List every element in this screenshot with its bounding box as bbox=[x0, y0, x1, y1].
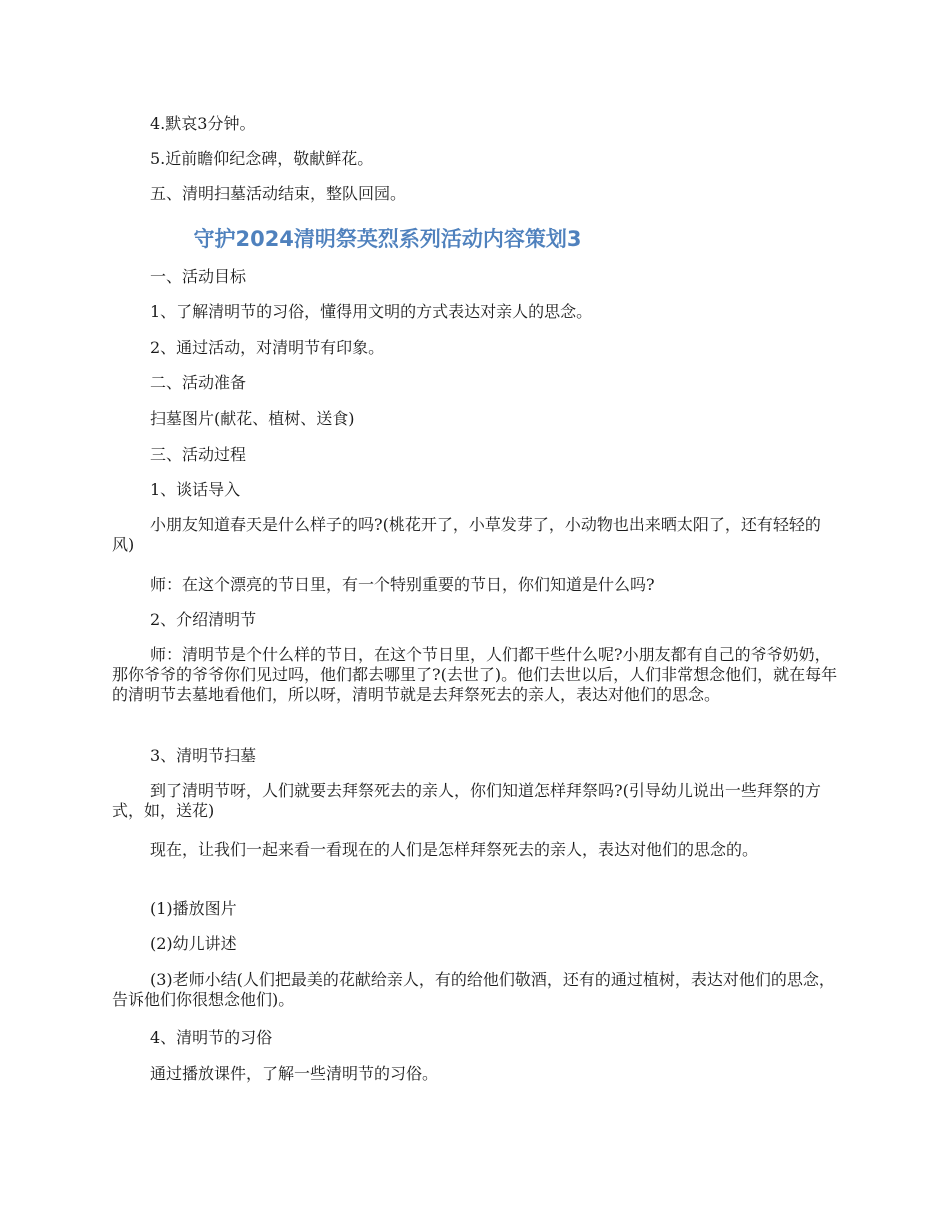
paragraph: 师：清明节是个什么样的节日，在这个节日里，人们都干些什么呢?小朋友都有自己的爷爷奶奶，那你爷爷的爷爷你们见过吗，他们都去哪里了?(去世了)。他们去世以后，人们非常想念他们，就在每年的清明节去墓地看他们，所以呀，清明节就是去拜祭死去的亲人，表达对他们的思念。 bbox=[112, 645, 838, 704]
paragraph: 现在，让我们一起来看一看现在的人们是怎样拜祭死去的亲人，表达对他们的思念的。 bbox=[150, 840, 759, 859]
paragraph: 4.默哀3分钟。 bbox=[150, 114, 256, 133]
paragraph: 小朋友知道春天是什么样子的吗?(桃花开了，小草发芽了，小动物也出来晒太阳了，还有轻轻的风) bbox=[112, 515, 821, 554]
paragraph: 三、活动过程 bbox=[150, 445, 247, 464]
section-heading: 守护2024清明祭英烈系列活动内容策划3 bbox=[193, 227, 582, 251]
paragraph: 通过播放课件，了解一些清明节的习俗。 bbox=[150, 1064, 439, 1083]
paragraph: 到了清明节呀，人们就要去拜祭死去的亲人，你们知道怎样拜祭吗?(引导幼儿说出一些拜祭的方式，如，送花) bbox=[112, 781, 821, 820]
paragraph: 2、介绍清明节 bbox=[150, 610, 257, 629]
paragraph: (1)播放图片 bbox=[150, 899, 237, 918]
paragraph: 1、了解清明节的习俗，懂得用文明的方式表达对亲人的思念。 bbox=[150, 302, 593, 321]
paragraph: (3)老师小结(人们把最美的花献给亲人，有的给他们敬酒，还有的通过植树，表达对他们的思念，告诉他们你很想念他们)。 bbox=[112, 970, 835, 1009]
paragraph: 五、清明扫墓活动结束，整队回园。 bbox=[150, 184, 407, 203]
paragraph: 2、通过活动，对清明节有印象。 bbox=[150, 338, 385, 357]
paragraph: 1、谈话导入 bbox=[150, 480, 241, 499]
paragraph: 5.近前瞻仰纪念碑，敬献鲜花。 bbox=[150, 149, 374, 168]
paragraph: 4、清明节的习俗 bbox=[150, 1028, 273, 1047]
paragraph: (2)幼儿讲述 bbox=[150, 934, 237, 953]
paragraph: 3、清明节扫墓 bbox=[150, 746, 257, 765]
paragraph: 扫墓图片(献花、植树、送食) bbox=[150, 409, 355, 428]
paragraph: 一、活动目标 bbox=[150, 267, 247, 286]
paragraph: 师：在这个漂亮的节日里，有一个特别重要的节日，你们知道是什么吗? bbox=[150, 575, 655, 594]
paragraph: 二、活动准备 bbox=[150, 373, 247, 392]
